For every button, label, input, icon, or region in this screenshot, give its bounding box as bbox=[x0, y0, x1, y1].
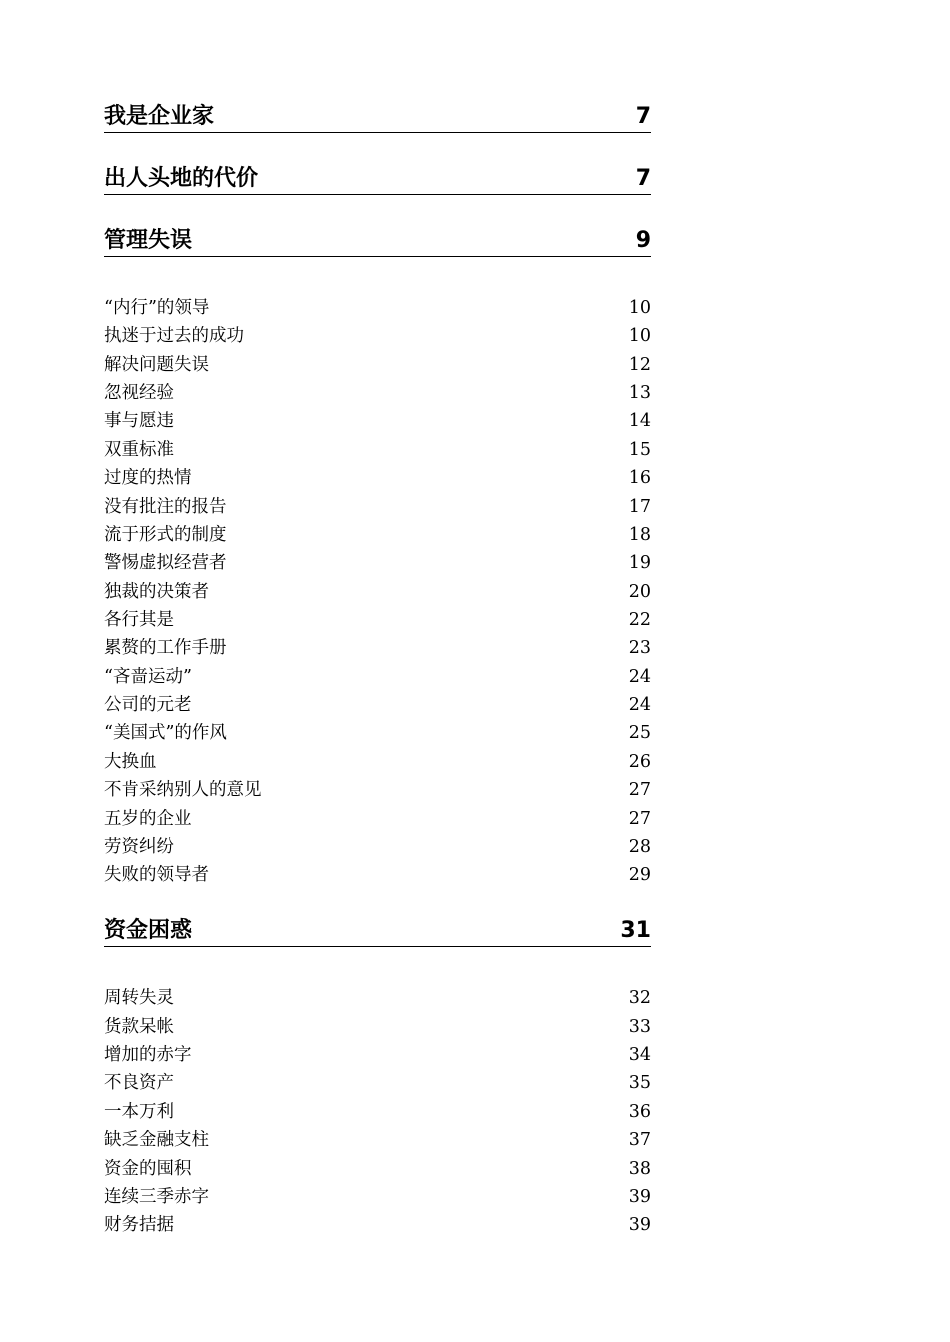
toc-section-entry[interactable] bbox=[104, 721, 651, 745]
toc-section-entry[interactable] bbox=[104, 1157, 651, 1181]
section-title: 缺乏金融支柱 bbox=[104, 1130, 209, 1150]
toc-section-entry[interactable] bbox=[104, 409, 651, 433]
section-page-number: 14 bbox=[628, 411, 651, 431]
section-page-number: 22 bbox=[628, 610, 651, 630]
toc-section-entry[interactable] bbox=[104, 296, 651, 320]
toc-section-entry[interactable] bbox=[104, 693, 651, 717]
section-page-number: 12 bbox=[628, 355, 651, 375]
section-page-number: 15 bbox=[628, 440, 651, 460]
section-page-number: 37 bbox=[628, 1130, 651, 1150]
section-title: “吝啬运动” bbox=[104, 667, 192, 687]
section-title: “内行”的领导 bbox=[104, 298, 210, 318]
toc-section-entry[interactable] bbox=[104, 986, 651, 1010]
toc-section-entry[interactable] bbox=[104, 1015, 651, 1039]
chapter-title: 资金困惑 bbox=[104, 918, 193, 943]
section-title: 财务拮据 bbox=[104, 1215, 174, 1235]
section-title: 增加的赤字 bbox=[104, 1045, 192, 1065]
toc-section-entry[interactable] bbox=[104, 807, 651, 831]
section-page-number: 34 bbox=[628, 1045, 651, 1065]
section-title: 忽视经验 bbox=[104, 383, 174, 403]
section-title: 连续三季赤字 bbox=[104, 1187, 209, 1207]
section-title: 五岁的企业 bbox=[104, 809, 192, 829]
chapter-title: 出人头地的代价 bbox=[104, 166, 259, 191]
section-title: 执迷于过去的成功 bbox=[104, 326, 244, 346]
section-page-number: 19 bbox=[628, 553, 651, 573]
section-page-number: 10 bbox=[628, 298, 651, 318]
toc-chapter-entry[interactable] bbox=[104, 226, 651, 257]
section-page-number: 27 bbox=[628, 780, 651, 800]
toc-section-entry[interactable] bbox=[104, 353, 651, 377]
toc-section-entry[interactable] bbox=[104, 608, 651, 632]
section-page-number: 33 bbox=[628, 1017, 651, 1037]
section-page-number: 18 bbox=[628, 525, 651, 545]
toc-section-entry[interactable] bbox=[104, 778, 651, 802]
toc-section-entry[interactable] bbox=[104, 1128, 651, 1152]
toc-section-entry[interactable] bbox=[104, 551, 651, 575]
section-title: 失败的领导者 bbox=[104, 865, 209, 885]
section-page-number: 25 bbox=[628, 723, 651, 743]
chapter-title: 我是企业家 bbox=[104, 104, 215, 129]
section-page-number: 27 bbox=[628, 809, 651, 829]
toc-chapter-entry[interactable] bbox=[104, 916, 651, 947]
chapter-title: 管理失误 bbox=[104, 228, 193, 253]
section-title: 公司的元老 bbox=[104, 695, 192, 715]
section-page-number: 35 bbox=[628, 1073, 651, 1093]
toc-section-entry[interactable] bbox=[104, 750, 651, 774]
section-page-number: 28 bbox=[628, 837, 651, 857]
chapter-page-number: 7 bbox=[635, 104, 651, 129]
chapter-page-number: 7 bbox=[635, 166, 651, 191]
section-page-number: 26 bbox=[628, 752, 651, 772]
section-title: 不肯采纳别人的意见 bbox=[104, 780, 262, 800]
toc-chapter-entry[interactable] bbox=[104, 102, 651, 133]
section-page-number: 23 bbox=[628, 638, 651, 658]
section-page-number: 39 bbox=[628, 1187, 651, 1207]
section-title: 大换血 bbox=[104, 752, 157, 772]
section-title: 独裁的决策者 bbox=[104, 582, 209, 602]
section-title: 过度的热情 bbox=[104, 468, 192, 488]
section-title: 周转失灵 bbox=[104, 988, 174, 1008]
toc-section-entry[interactable] bbox=[104, 1071, 651, 1095]
section-title: 流于形式的制度 bbox=[104, 525, 227, 545]
section-title: 解决问题失误 bbox=[104, 355, 209, 375]
toc-section-entry[interactable] bbox=[104, 835, 651, 859]
section-page-number: 17 bbox=[628, 497, 651, 517]
section-page-number: 32 bbox=[628, 988, 651, 1008]
section-page-number: 20 bbox=[628, 582, 651, 602]
section-title: 事与愿违 bbox=[104, 411, 174, 431]
toc-chapter-entry[interactable] bbox=[104, 164, 651, 195]
section-page-number: 36 bbox=[628, 1102, 651, 1122]
section-page-number: 38 bbox=[628, 1159, 651, 1179]
chapter-page-number: 9 bbox=[635, 228, 651, 253]
section-page-number: 10 bbox=[628, 326, 651, 346]
toc-section-entry[interactable] bbox=[104, 1213, 651, 1237]
toc-section-entry[interactable] bbox=[104, 580, 651, 604]
toc-section-entry[interactable] bbox=[104, 324, 651, 348]
toc-section-entry[interactable] bbox=[104, 523, 651, 547]
toc-section-entry[interactable] bbox=[104, 665, 651, 689]
toc-section-entry[interactable] bbox=[104, 1100, 651, 1124]
section-title: 一本万利 bbox=[104, 1102, 174, 1122]
section-page-number: 13 bbox=[628, 383, 651, 403]
chapter-page-number: 31 bbox=[620, 918, 651, 943]
toc-section-entry[interactable] bbox=[104, 466, 651, 490]
toc-section-entry[interactable] bbox=[104, 438, 651, 462]
section-title: 不良资产 bbox=[104, 1073, 174, 1093]
section-page-number: 24 bbox=[628, 667, 651, 687]
section-page-number: 24 bbox=[628, 695, 651, 715]
section-title: 双重标准 bbox=[104, 440, 174, 460]
toc-section-entry[interactable] bbox=[104, 636, 651, 660]
toc-section-entry[interactable] bbox=[104, 495, 651, 519]
section-page-number: 16 bbox=[628, 468, 651, 488]
section-title: 劳资纠纷 bbox=[104, 837, 174, 857]
toc-section-entry[interactable] bbox=[104, 863, 651, 887]
section-title: 各行其是 bbox=[104, 610, 174, 630]
section-title: 没有批注的报告 bbox=[104, 497, 227, 517]
toc-section-entry[interactable] bbox=[104, 1185, 651, 1209]
section-page-number: 29 bbox=[628, 865, 651, 885]
section-title: 货款呆帐 bbox=[104, 1017, 174, 1037]
section-title: 警惕虚拟经营者 bbox=[104, 553, 227, 573]
section-title: 累赘的工作手册 bbox=[104, 638, 227, 658]
toc-section-entry[interactable] bbox=[104, 1043, 651, 1067]
section-title: “美国式”的作风 bbox=[104, 723, 227, 743]
toc-section-entry[interactable] bbox=[104, 381, 651, 405]
section-title: 资金的囤积 bbox=[104, 1159, 192, 1179]
section-page-number: 39 bbox=[628, 1215, 651, 1235]
